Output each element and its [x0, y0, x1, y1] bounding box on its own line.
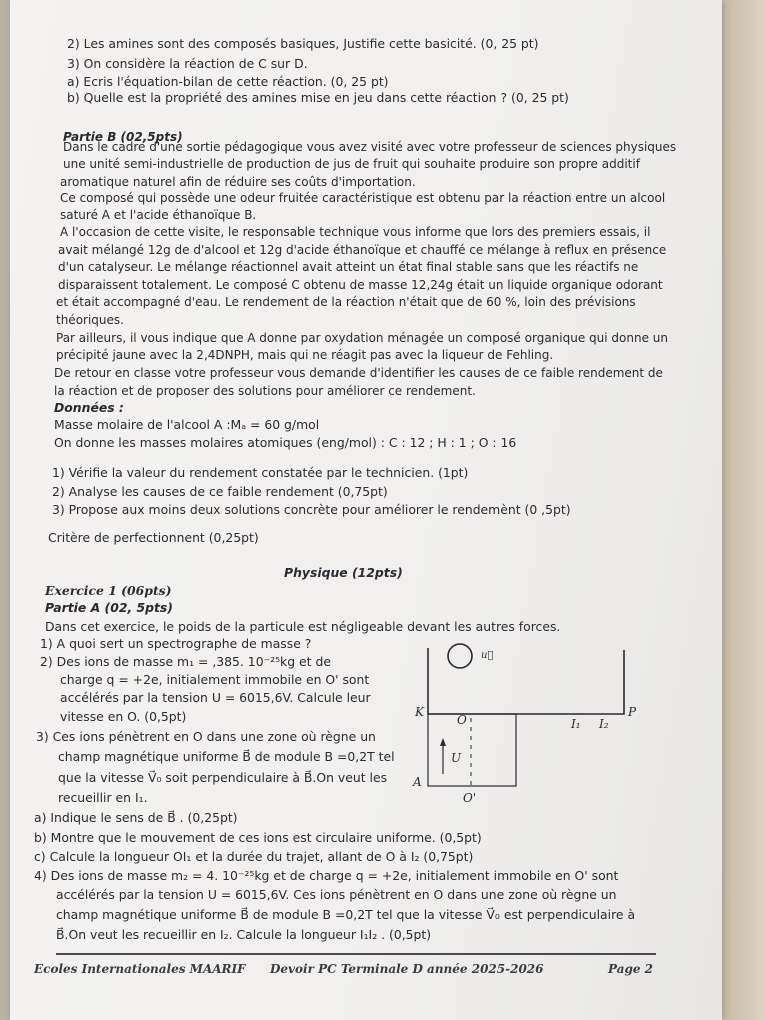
partB-line: précipité jaune avec la 2,4DNPH, mais qui ne réagit pas avec la liqueur de Fehling. [56, 348, 554, 362]
chem-question-3a: a) Ecris l'équation-bilan de cette réaction. (0, 25 pt) [67, 74, 389, 89]
partB-line: Ce composé qui possède une odeur fruitée caractéristique est obtenu par la réaction entre un alcool [60, 191, 666, 205]
donnees-atomic-masses: On donne les masses molaires atomiques (eng/mol) : C : 12 ; H : 1 ; O : 16 [54, 435, 517, 450]
exercise-title: Exercice 1 (06pts) [45, 583, 172, 598]
partB-line: une unité semi-industrielle de production de jus de fruit qui souhaite produire son propre additif [63, 157, 640, 171]
partB-line: avait mélangé 12g de d'alcool et 12g d'acide éthanoïque et chauffé ce mélange à reflux en présence [58, 243, 667, 257]
u-vector-label: u⃗ [481, 650, 494, 661]
critere-text: Critère de perfectionnent (0,25pt) [48, 530, 259, 545]
label-I1: I₁ [571, 717, 581, 731]
partB-line: disparaissent totalement. Le composé C obtenu de masse 12,24g était un liquide organique odorant [58, 278, 663, 292]
physique-q2-line: accélérés par la tension U = 6015,6V. Calcule leur [60, 690, 371, 705]
label-P: P [628, 705, 637, 719]
partB-line: A l'occasion de cette visite, le responsable technique vous informe que lors des premiers essais, il [60, 225, 651, 239]
physique-q3-line: champ magnétique uniforme B⃗ de module B =0,2T tel [58, 749, 395, 764]
physique-q3-line: que la vitesse V⃗₀ soit perpendiculaire à B⃗.On veut les [58, 770, 388, 785]
physique-q2-line: vitesse en O. (0,5pt) [60, 709, 187, 724]
chem-question-3: 3) On considère la réaction de C sur D. [67, 56, 308, 71]
footer-title: Devoir PC Terminale D année 2025-2026 [270, 962, 544, 976]
physique-question-1: 1) A quoi sert un spectrographe de masse ? [40, 636, 312, 651]
physique-q3-line: recueillir en I₁. [58, 790, 148, 805]
label-I2: I₂ [599, 717, 609, 731]
partB-line: la réaction et de proposer des solutions pour améliorer ce rendement. [54, 384, 476, 398]
label-O: O [457, 713, 467, 727]
footer-school: Ecoles Internationales MAARIF [34, 962, 246, 976]
physique-q2-line: charge q = +2e, initialement immobile en O' sont [60, 672, 370, 687]
partB-line: théoriques. [56, 313, 124, 327]
physique-sub-c: c) Calcule la longueur OI₁ et la durée du trajet, allant de O à I₂ (0,75pt) [34, 849, 474, 864]
accelerator-box [428, 714, 516, 786]
partB-line: aromatique naturel afin de réduire ses coûts d'importation. [60, 175, 416, 189]
donnees-title: Données : [54, 400, 124, 415]
footer-divider [56, 953, 656, 955]
physique-q4-line: B⃗.On veut les recueillir en I₂. Calcule la longueur I₁I₂ . (0,5pt) [56, 927, 432, 942]
field-region-outline [428, 648, 624, 714]
physique-sub-a: a) Indique le sens de B⃗ . (0,25pt) [34, 810, 238, 825]
label-O-prime: O' [463, 791, 477, 805]
partB-question-1: 1) Vérifie la valeur du rendement constatée par le technicien. (1pt) [52, 465, 469, 480]
physique-title: Physique (12pts) [284, 565, 403, 580]
partB-question-3: 3) Propose aux moins deux solutions concrète pour améliorer le rendemènt (0 ,5pt) [52, 502, 571, 517]
magnetic-field-symbol [448, 644, 472, 668]
physique-q4-line: accélérés par la tension U = 6015,6V. Ces ions pénètrent en O dans une zone où règne un [56, 887, 617, 902]
partA-title: Partie A (02, 5pts) [45, 600, 173, 615]
partB-line: De retour en classe votre professeur vous demande d'identifier les causes de ce faible rendement de [54, 366, 663, 380]
partB-line: Dans le cadre d'une sortie pédagogique vous avez visité avec votre professeur de sciences physiques [63, 140, 677, 154]
chem-question-3b: b) Quelle est la propriété des amines mise en jeu dans cette réaction ? (0, 25 pt) [67, 90, 569, 105]
physique-q3-line: 3) Ces ions pénètrent en O dans une zone où règne un [36, 729, 376, 744]
donnees-molar-mass: Masse molaire de l'alcool A :Mₐ = 60 g/mol [54, 417, 320, 432]
physique-q4-line: 4) Des ions de masse m₂ = 4. 10⁻²⁵kg et de charge q = +2e, initialement immobile en O' sont [34, 868, 619, 883]
physique-q2-line: 2) Des ions de masse m₁ = ,385. 10⁻²⁵kg et de [40, 654, 331, 669]
partB-line: et était accompagné d'eau. Le rendement de la réaction n'était que de 60 %, loin des prévisions [56, 295, 636, 309]
label-U: U [451, 751, 462, 765]
footer-page-number: Page 2 [608, 962, 654, 976]
tension-arrowhead [440, 738, 446, 746]
physique-sub-b: b) Montre que le mouvement de ces ions est circulaire uniforme. (0,5pt) [34, 830, 482, 845]
label-K: K [415, 705, 424, 719]
chem-question-2: 2) Les amines sont des composés basiques, Justifie cette basicité. (0, 25 pt) [67, 36, 539, 51]
partB-line: d'un catalyseur. Le mélange réactionnel avait atteint un état final stable sans que les réactifs ne [58, 260, 639, 274]
partB-line: saturé A et l'acide éthanoïque B. [60, 208, 257, 222]
physique-intro: Dans cet exercice, le poids de la particule est négligeable devant les autres forces. [45, 619, 561, 634]
physique-q4-line: champ magnétique uniforme B⃗ de module B =0,2T tel que la vitesse V⃗₀ est perpendiculaire à [56, 907, 636, 922]
partB-question-2: 2) Analyse les causes de ce faible rendement (0,75pt) [52, 484, 388, 499]
partB-title: Partie B (02,5pts) [63, 130, 183, 144]
partB-line: Par ailleurs, il vous indique que A donne par oxydation ménagée un composé organique qui donne un [56, 331, 668, 345]
label-A: A [413, 775, 422, 789]
spectrograph-diagram [405, 636, 635, 806]
